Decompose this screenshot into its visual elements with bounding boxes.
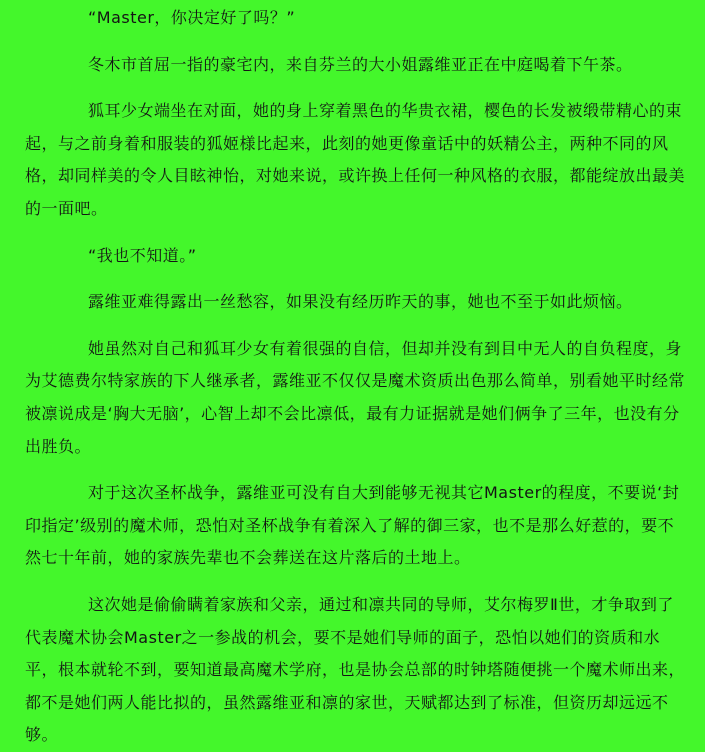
paragraph: 这次她是偷偷瞒着家族和父亲，通过和凛共同的导师，艾尔梅罗Ⅱ世，才争取到了代表魔术协会Master之一参战的机会，要不是她们导师的面子，恐怕以她们的资质和水平，根本就轮不到，要知道最高魔术学府，也是协会总部的时钟塔随便挑一个魔术师出来，都不是她们两人能比拟的，虽然露维亚和凛的家世，天赋都达到了标准，但资历却远远不够。 [25,594,686,745]
paragraph: 冬木市首屈一指的豪宅内，来自芬兰的大小姐露维亚正在中庭喝着下午茶。 [88,54,633,74]
paragraph: 对于这次圣杯战争，露维亚可没有自大到能够无视其它Master的程度，不要说‘封印指定’级别的魔术师，恐怕对圣杯战争有着深入了解的御三家，也不是那么好惹的，要不然七十年前，她的家族先辈也不会葬送在这片落后的土地上。 [25,483,680,568]
paragraph: 她虽然对自己和狐耳少女有着很强的自信，但却并没有到目中无人的自负程度，身为艾德费尔特家族的下人继承者，露维亚不仅仅是魔术资质出色那么简单，别看她平时经常被凛说成是‘胸大无脑’，心智上却不会比凛低，最有力证据就是她们俩争了三年，也没有分出胜负。 [25,338,686,456]
paragraph: 狐耳少女端坐在对面，她的身上穿着黑色的华贵衣裙，樱色的长发被缎带精心的束起，与之前身着和服装的狐姬様比起来，此刻的她更像童话中的妖精公主，两种不同的风格，却同样美的令人目眩神怡，对她来说，或许换上任何一种风格的衣服，都能绽放出最美的一面吧。 [25,101,686,218]
paragraph: 露维亚难得露出一丝愁容，如果没有经历昨天的事，她也不至于如此烦恼。 [88,292,633,312]
paragraph: “Master，你决定好了吗？” [88,8,296,27]
paragraph: “我也不知道。” [88,245,197,265]
